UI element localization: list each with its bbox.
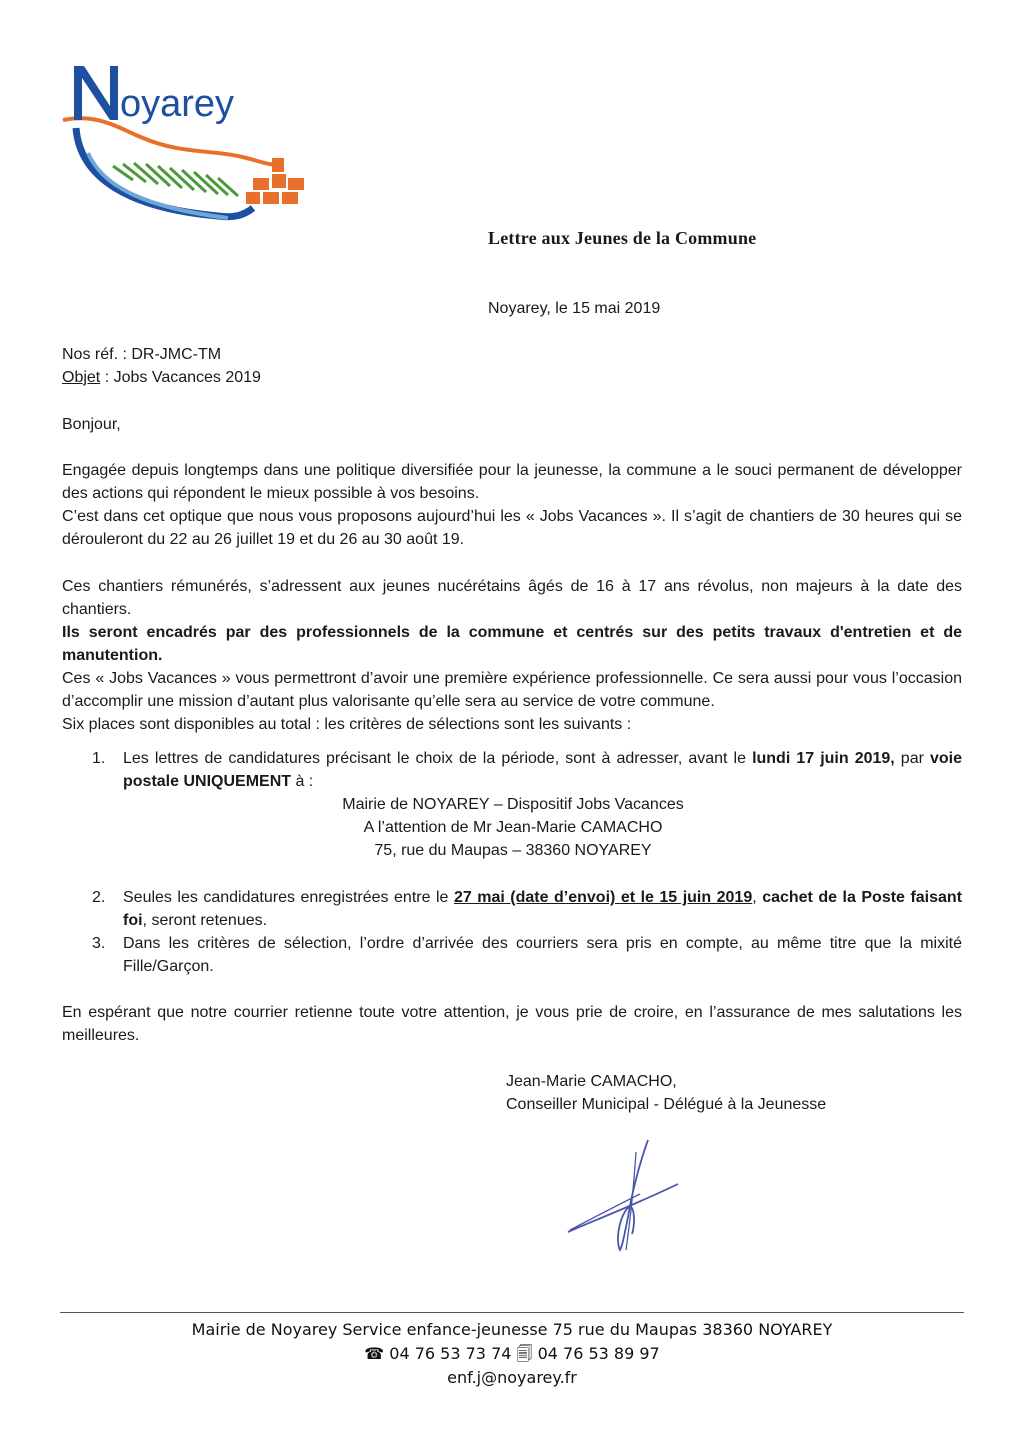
handwritten-signature [540,1122,710,1282]
address-line: Mairie de NOYAREY – Dispositif Jobs Vacances [342,796,684,813]
subject-line [62,366,261,389]
reference: Nos réf. : DR-JMC-TM [62,346,222,363]
list-number: 2. [92,889,106,906]
paragraph-details-line4: Six places sont disponibles au total : les critères de sélections sont les suivants : [62,716,632,733]
criteria-items-2-3 [92,886,962,978]
paragraph-details-line1: Ces chantiers rémunérés, s’adressent aux jeunes nucérétains âgés de 16 à 17 ans révolus, non majeurs à la date des chantiers. [62,578,962,618]
address-line: A l’attention de Mr Jean-Marie CAMACHO [363,819,663,836]
signatory-role: Conseiller Municipal - Délégué à la Jeunesse [506,1096,827,1113]
footer-contact [0,1342,1024,1366]
letter-title: Lettre aux Jeunes de la Commune [488,228,757,248]
criteria-item-3: 3. Dans les critères de sélection, l’ordre d’arrivée des courriers sera pris en compte, au même titre que la mixité Fille/Garçon. [92,932,962,978]
footer-phone: 04 76 53 73 74 [384,1344,517,1363]
svg-text:oyarey: oyarey [120,83,235,125]
paragraph-details-bold: Ils seront encadrés par des professionnels de la commune et centrés sur des petits travaux d'entretien et de manutention. [62,624,962,664]
footer-address: Mairie de Noyarey Service enfance-jeunesse 75 rue du Maupas 38360 NOYAREY [191,1320,833,1339]
phone-icon: ☎ [364,1344,385,1363]
paragraph-details [62,575,962,736]
paragraph-intro-line1: Engagée depuis longtemps dans une politique diversifiée pour la jeunesse, la commune a le souci permanent de développer des actions qui répondent le mieux possible à vos besoins. [62,462,962,502]
footer-fax: 04 76 53 89 97 [532,1344,660,1363]
greeting: Bonjour, [62,416,121,433]
list-number: 3. [92,935,106,952]
noyarey-logo [58,58,320,230]
criteria-item-2: 2. Seules les candidatures enregistrées entre le 27 mai (date d’envoi) et le 15 juin 2019, cachet de la Poste faisant foi, seront retenues. [92,886,962,932]
footer-email[interactable]: enf.j@noyarey.fr [447,1368,577,1387]
paragraph-intro [62,459,962,551]
subject-value: : Jobs Vacances 2019 [100,369,261,386]
paragraph-details-line3: Ces « Jobs Vacances » vous permettront d’avoir une première expérience professionnelle. Ce sera aussi pour vous l’occasion d’accomplir une mission d’autant plus valorisante qu’elle sera au service de votre commune. [62,670,962,710]
signatory-name: Jean-Marie CAMACHO, [506,1073,677,1090]
date-line: Noyarey, le 15 mai 2019 [488,300,661,317]
address-line: 75, rue du Maupas – 38360 NOYAREY [374,842,652,859]
closing-paragraph: En espérant que notre courrier retienne toute votre attention, je vous prie de croire, en l’assurance de mes salutations les meilleures. [62,1004,962,1044]
footer-divider [60,1312,964,1313]
subject-label: Objet [62,369,101,386]
paragraph-intro-line2: C’est dans cet optique que nous vous proposons aujourd’hui les « Jobs Vacances ». Il s’agit de chantiers de 30 heures qui se dérouleront du 22 au 26 juillet 19 et du 26 au 30 août 19. [62,508,962,548]
list-number: 1. [92,750,106,767]
signature-block [506,1070,826,1116]
criteria-item-1: 1. Les lettres de candidatures précisant le choix de la période, sont à adresser, avant le lundi 17 juin 2019, par voie postale UNIQUEMENT à : Mairie de NOYAREY – Dispositif Jobs Vacances A l’attention de Mr Jean-Marie CAMACHO 75, rue du Maupas – 38360 NOYAREY [92,747,962,862]
fax-icon: 🗐 [516,1344,533,1363]
mailing-address [123,793,903,862]
